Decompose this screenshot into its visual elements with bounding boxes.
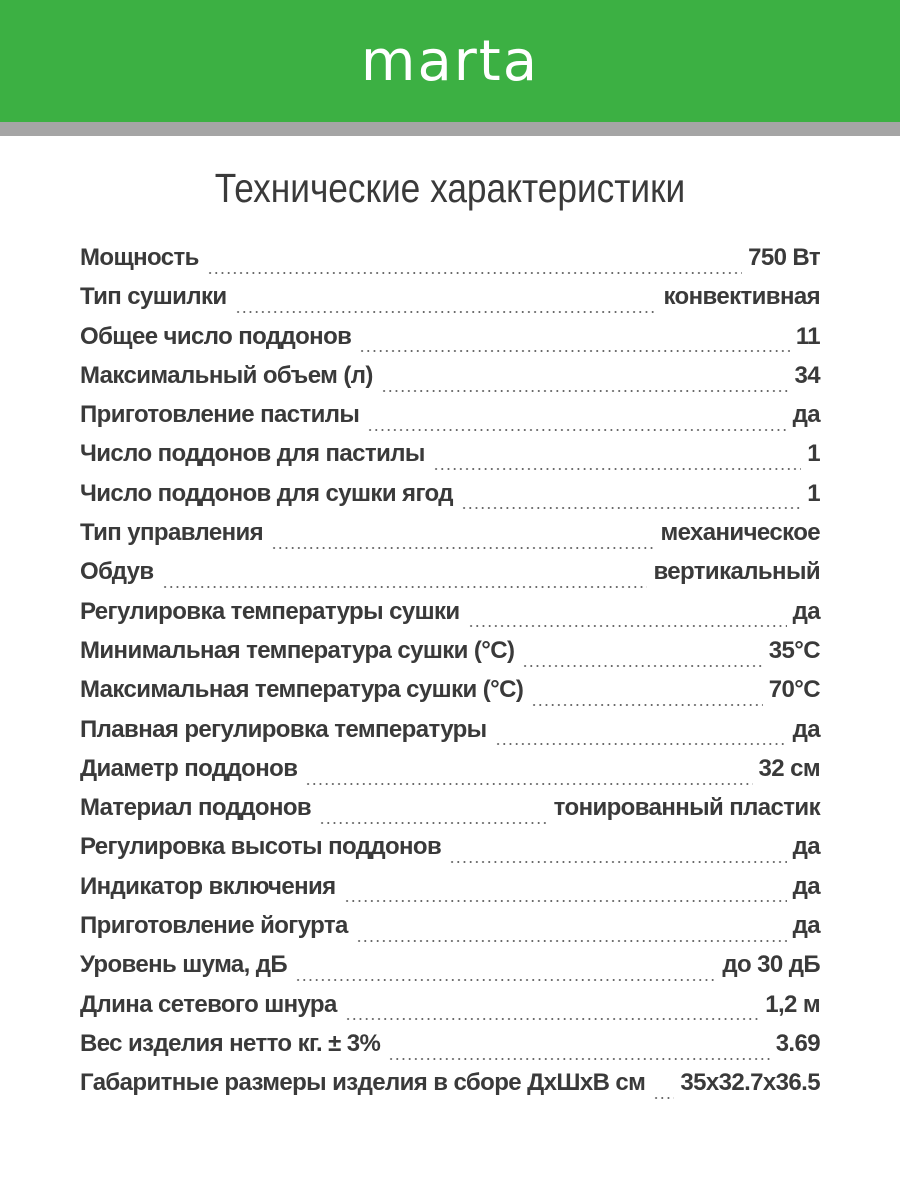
header-divider [0, 122, 900, 136]
spec-value: до 30 дБ [722, 951, 820, 979]
spec-label: Обдув [80, 558, 154, 586]
spec-value: да [792, 872, 820, 900]
spec-value: конвективная [663, 283, 820, 311]
spec-label: Регулировка температуры сушки [80, 597, 460, 625]
spec-value: механическое [660, 519, 820, 547]
dot-leader [531, 704, 763, 706]
page-title: Технические характеристики [214, 165, 686, 211]
spec-row [80, 519, 820, 558]
spec-label: Материал поддонов [80, 794, 312, 822]
spec-label: Длина сетевого шнура [80, 990, 337, 1018]
spec-row [80, 401, 820, 440]
spec-row [80, 558, 820, 597]
brand-header [0, 0, 900, 122]
spec-label: Индикатор включения [80, 872, 336, 900]
spec-value: 32 см [758, 754, 820, 782]
spec-row [80, 676, 820, 715]
spec-value: да [792, 401, 820, 429]
spec-row [80, 598, 820, 637]
dot-leader [319, 822, 548, 824]
spec-label: Плавная регулировка температуры [80, 715, 487, 743]
spec-row [80, 873, 820, 912]
spec-value: да [792, 912, 820, 940]
dot-leader [271, 547, 654, 549]
spec-value: 1 [807, 479, 820, 507]
spec-row [80, 912, 820, 951]
spec-row [80, 637, 820, 676]
spec-row [80, 755, 820, 794]
spec-label: Диаметр поддонов [80, 754, 298, 782]
spec-row [80, 833, 820, 872]
dot-leader [381, 390, 789, 392]
spec-row [80, 480, 820, 519]
dot-leader [356, 940, 787, 942]
dot-leader [235, 311, 658, 313]
spec-value: 70°С [768, 676, 820, 704]
spec-label: Число поддонов для сушки ягод [80, 479, 453, 507]
spec-list [80, 244, 820, 1109]
spec-value: 35x32.7x36.5 [680, 1069, 820, 1097]
dot-leader [522, 665, 762, 667]
dot-leader [367, 429, 786, 431]
spec-label: Максимальная температура сушки (°С) [80, 676, 524, 704]
spec-value: 11 [795, 322, 820, 350]
spec-value: 34 [794, 361, 820, 389]
dot-leader [295, 979, 716, 981]
dot-leader [344, 900, 787, 902]
spec-value: да [792, 833, 820, 861]
dot-leader [495, 743, 787, 745]
spec-label: Уровень шума, дБ [80, 951, 288, 979]
spec-value: 35°С [768, 636, 820, 664]
spec-label: Вес изделия нетто кг. ± 3% [80, 1029, 381, 1057]
dot-leader [461, 507, 801, 509]
dot-leader [433, 468, 801, 470]
spec-row [80, 440, 820, 479]
spec-value: 3.69 [775, 1029, 820, 1057]
spec-row [80, 323, 820, 362]
dot-leader [207, 272, 742, 274]
spec-row [80, 1030, 820, 1069]
spec-value: тонированный пластик [553, 794, 820, 822]
spec-value: вертикальный [653, 558, 820, 586]
dot-leader [468, 625, 787, 627]
spec-row [80, 362, 820, 401]
spec-label: Общее число поддонов [80, 322, 352, 350]
spec-row [80, 244, 820, 283]
dot-leader [305, 783, 752, 785]
spec-label: Регулировка высоты поддонов [80, 833, 442, 861]
spec-label: Максимальный объем (л) [80, 361, 373, 389]
marta-logo: marta [360, 29, 540, 94]
spec-label: Число поддонов для пастилы [80, 440, 425, 468]
spec-label: Габаритные размеры изделия в сборе ДхШхВ см [80, 1069, 646, 1097]
spec-value: 1 [807, 440, 820, 468]
spec-row [80, 951, 820, 990]
spec-value: да [792, 715, 820, 743]
spec-row [80, 1069, 820, 1108]
spec-label: Минимальная температура сушки (°С) [80, 636, 515, 664]
dot-leader [345, 1018, 759, 1020]
spec-value: да [792, 597, 820, 625]
dot-leader [359, 350, 790, 352]
spec-row [80, 716, 820, 755]
spec-label: Тип управления [80, 519, 264, 547]
spec-row [80, 991, 820, 1030]
spec-row [80, 283, 820, 322]
spec-value: 1,2 м [765, 990, 820, 1018]
dot-leader [449, 861, 786, 863]
dot-leader [162, 586, 648, 588]
spec-label: Тип сушилки [80, 283, 227, 311]
spec-label: Приготовление пастилы [80, 401, 360, 429]
spec-label: Мощность [80, 244, 199, 271]
dot-leader [653, 1097, 674, 1099]
spec-value: 750 Вт [748, 244, 820, 271]
dot-leader [388, 1058, 769, 1060]
spec-label: Приготовление йогурта [80, 912, 348, 940]
spec-row [80, 794, 820, 833]
